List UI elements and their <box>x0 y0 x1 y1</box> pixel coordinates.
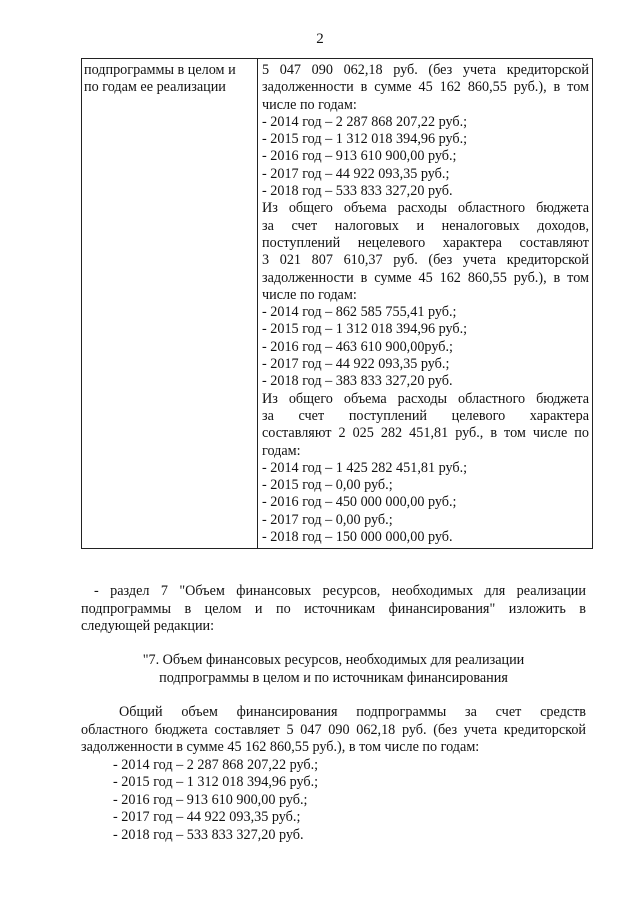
value-line: - 2015 год – 1 312 018 394,96 руб.; <box>262 321 468 338</box>
value-line: - 2017 год – 0,00 руб.; <box>262 511 393 528</box>
value-line: - 2018 год – 150 000 000,00 руб. <box>262 529 453 546</box>
value-line: Из общего объема расходы областного бюджета <box>262 200 589 217</box>
value-line: - 2014 год – 1 425 282 451,81 руб.; <box>262 459 468 476</box>
value-line: за счет налоговых и неналоговых доходов, <box>262 217 589 234</box>
value-line: за счет поступлений целевого характера <box>262 407 589 424</box>
heading-line: подпрограммы в целом и по источникам финансирования <box>159 669 508 686</box>
value-line: числе по годам: <box>262 96 357 113</box>
value-line: - 2016 год – 913 610 900,00 руб.; <box>262 148 457 165</box>
value-line: поступлений нецелевого характера составляют <box>262 234 589 251</box>
value-line: Из общего объема расходы областного бюджета <box>262 390 589 407</box>
value-line: - 2018 год – 383 833 327,20 руб. <box>262 373 453 390</box>
year-amount-item: - 2015 год – 1 312 018 394,96 руб.; <box>113 774 319 790</box>
value-line: годам: <box>262 442 301 459</box>
table-value-cell <box>258 59 593 549</box>
value-line: - 2015 год – 0,00 руб.; <box>262 477 393 494</box>
intro-line: - раздел 7 "Объем финансовых ресурсов, необходимых для реализации <box>94 583 586 599</box>
value-line: - 2016 год – 463 610 900,00руб.; <box>262 338 453 355</box>
paragraph-line: задолженности в сумме 45 162 860,55 руб.), в том числе по годам: <box>81 739 480 755</box>
value-line: числе по годам: <box>262 286 357 303</box>
paragraph-line: Общий объем финансирования подпрограммы за счет средств <box>119 704 586 720</box>
year-amount-item: - 2018 год – 533 833 327,20 руб. <box>113 826 304 843</box>
year-amount-item: - 2016 год – 913 610 900,00 руб.; <box>113 791 308 808</box>
label-line: подпрограммы в целом и <box>84 62 236 78</box>
table-label-cell <box>82 59 258 549</box>
value-line: - 2016 год – 450 000 000,00 руб.; <box>262 494 457 511</box>
value-line: - 2014 год – 862 585 755,41 руб.; <box>262 304 457 321</box>
value-line: - 2018 год – 533 833 327,20 руб. <box>262 183 453 200</box>
financing-paragraph <box>81 704 586 844</box>
value-line: - 2014 год – 2 287 868 207,22 руб.; <box>262 113 468 130</box>
value-line: задолженности в сумме 45 162 860,55 руб.), в том <box>262 269 589 286</box>
value-line: - 2015 год – 1 312 018 394,96 руб.; <box>262 131 468 148</box>
financing-table <box>81 58 593 549</box>
heading-line: "7. Объем финансовых ресурсов, необходимых для реализации <box>142 652 525 668</box>
page-number: 2 <box>316 31 324 47</box>
value-line: 3 021 807 610,37 руб. (без учета кредиторской <box>262 252 589 269</box>
value-line: - 2017 год – 44 922 093,35 руб.; <box>262 165 450 182</box>
year-list <box>113 757 586 845</box>
intro-line: следующей редакции: <box>81 618 215 634</box>
value-line: задолженности в сумме 45 162 860,55 руб.), в том <box>262 79 589 96</box>
section-heading <box>81 652 586 687</box>
intro-line: подпрограммы в целом и по источникам финансирования" изложить в <box>81 600 586 617</box>
label-line: по годам ее реализации <box>84 79 226 96</box>
value-line: составляют 2 025 282 451,81 руб., в том числе по <box>262 425 589 442</box>
amendment-intro <box>81 583 586 636</box>
year-amount-item: - 2017 год – 44 922 093,35 руб.; <box>113 809 301 825</box>
table-row <box>82 59 593 549</box>
year-amount-item: - 2014 год – 2 287 868 207,22 руб.; <box>113 756 319 773</box>
value-line: 5 047 090 062,18 руб. (без учета кредиторской <box>262 62 589 78</box>
paragraph-line: областного бюджета составляет 5 047 090 062,18 руб. (без учета кредиторской <box>81 721 586 738</box>
value-line: - 2017 год – 44 922 093,35 руб.; <box>262 356 450 373</box>
